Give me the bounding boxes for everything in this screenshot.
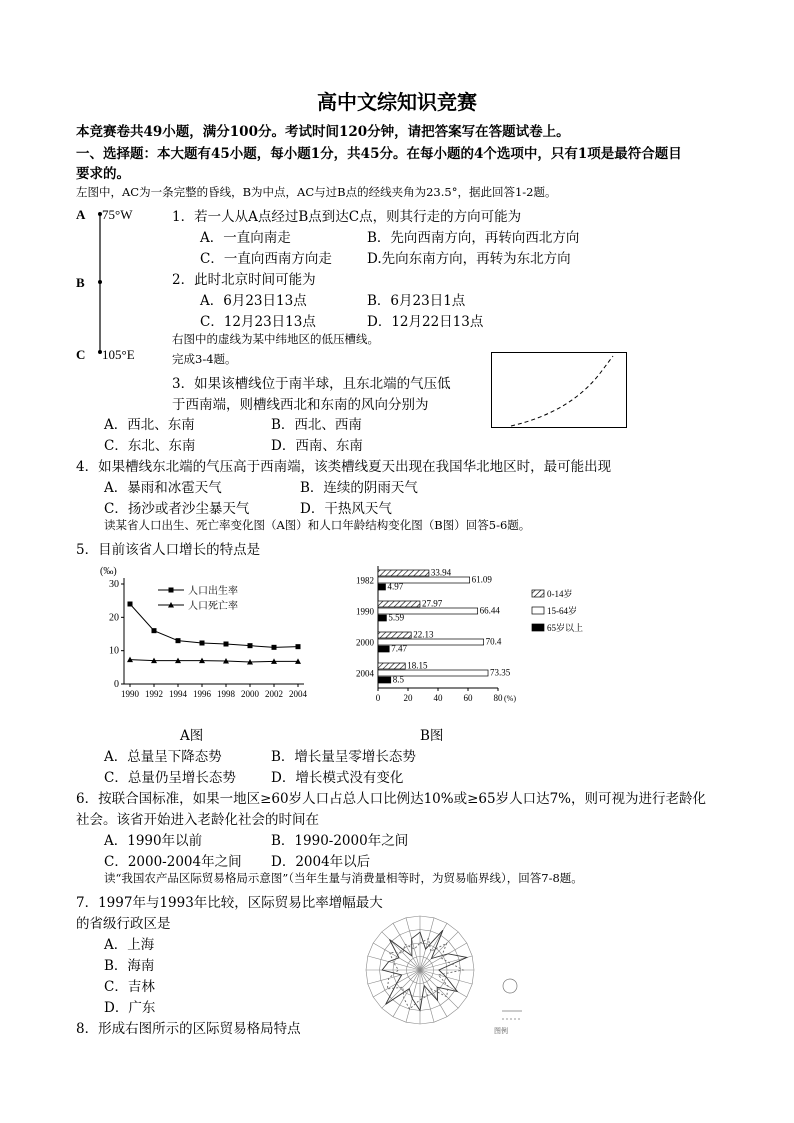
chart-b-data-label: 73.35 — [490, 667, 511, 678]
chart-b-data-label: 33.94 — [430, 567, 452, 578]
chart-a-caption: A图 — [180, 728, 204, 744]
chart-b-legend-swatch — [532, 590, 544, 597]
radar-legend-title: 图例 — [494, 1027, 508, 1035]
chart-b-bar-2 — [378, 646, 389, 652]
chart-b-x-tick-label: 0 — [375, 693, 381, 703]
material-4: 读“我国农产品区际贸易格局示意图”（当年生量与消费量相等时，为贸易临界线），回答7-8题。 — [104, 871, 583, 885]
chart-b-data-label: 66.44 — [479, 605, 500, 616]
q1-option-c: C．一直向西南方向走 — [200, 251, 332, 267]
chart-b-bar-0 — [378, 601, 420, 607]
chart-a-y-tick-label: 10 — [109, 645, 119, 657]
chart-a-legend-label: 人口出生率 — [188, 586, 238, 597]
q7-option-d: D．广东 — [104, 1000, 156, 1016]
q7-option-a: A．上海 — [104, 937, 155, 953]
q3-option-c: C．东北、东南 — [104, 438, 196, 454]
chart-b-x-unit: (%) — [504, 694, 516, 703]
chart-a-ylabel: (‰) — [100, 566, 117, 577]
chart-b-legend-label: 15-64岁 — [547, 606, 577, 616]
q6-option-d: D．2004年以后 — [271, 854, 371, 870]
longitude-bottom-label: 105°E — [102, 347, 135, 362]
q4-stem: 4．如果槽线东北端的气压高于西南端，该类槽线夏天出现在我国华北地区时，最可能出现 — [76, 459, 612, 475]
q3-stem-cont: 于西南端，则槽线西北和东南的风向分别为 — [172, 397, 429, 413]
trough-line-figure — [491, 352, 627, 428]
q6-stem: 6．按联合国标准，如果一地区≥60岁人口占总人口比例达10%或≥65岁人口达7%，则可视为进行老龄化 — [76, 791, 706, 807]
chart-a-point-birth — [152, 628, 157, 633]
chart-a-point-birth — [224, 642, 229, 647]
radar-spoke — [368, 956, 420, 970]
chart-a-x-tick-label: 2002 — [265, 689, 283, 699]
chart-b-data-label: 4.97 — [387, 581, 404, 592]
chart-a-x-tick-label: 1992 — [145, 689, 163, 699]
birth-death-rate-chart — [92, 562, 324, 722]
q6-option-c: C．2000-2004年之间 — [104, 854, 242, 870]
chart-b-category-label: 2004 — [356, 668, 374, 679]
q1-option-b: B．先向西南方向，再转向西北方向 — [367, 230, 580, 246]
q2-option-a: A．6月23日13点 — [200, 293, 307, 309]
q3-option-d: D．西南、东南 — [271, 438, 363, 454]
chart-a-x-tick-label: 1990 — [121, 689, 139, 699]
chart-a-point-birth — [176, 638, 181, 643]
q6-stem-cont: 社会。该省开始进入老龄化社会的时间在 — [76, 812, 319, 828]
chart-b-bar-2 — [378, 584, 385, 590]
material-1: 左图中，AC为一条完整的昏线，B为中点，AC与过B点的经线夹角为23.5°，据此回答1-2题。 — [76, 185, 557, 199]
q4-option-a: A．暴雨和冰雹天气 — [104, 480, 222, 496]
chart-b-data-label: 22.13 — [413, 629, 434, 640]
chart-b-bar-2 — [378, 615, 386, 621]
chart-a-x-tick-label: 2004 — [289, 689, 307, 699]
section-heading-cont: 要求的。 — [76, 166, 130, 182]
radar-spoke — [382, 932, 420, 970]
q7-stem: 7．1997年与1993年比较，区际贸易比率增幅最大 — [76, 895, 383, 911]
q2-option-b: B．6月23日1点 — [367, 293, 466, 309]
age-structure-chart — [348, 562, 584, 722]
chart-b-category-label: 2000 — [356, 637, 374, 648]
chart-a-point-birth — [272, 645, 277, 650]
radar-spoke — [368, 970, 420, 984]
section-heading: 一、选择题：本大题有45小题，每小题1分，共45分。在每小题的4个选项中，只有1项是最符合题目 — [76, 146, 682, 162]
radar-spoke — [420, 918, 434, 970]
q1-stem: 1．若一人从A点经过B点到达C点，则其行走的方向可能为 — [172, 209, 522, 225]
q2-stem: 2．此时北京时间可能为 — [172, 272, 316, 288]
material-2-cont: 完成3-4题。 — [172, 352, 237, 366]
q1-option-a: A．一直向南走 — [200, 230, 291, 246]
q3-option-a: A．西北、东南 — [104, 417, 195, 433]
point-c-label: C — [76, 347, 86, 362]
q6-option-b: B．1990-2000年之间 — [271, 833, 409, 849]
chart-b-x-tick-label: 40 — [433, 693, 443, 703]
chart-a-point-birth — [296, 644, 301, 649]
intro-text: 本竞赛卷共49小题，满分100分。考试时间120分钟，请把答案写在答题试卷上。 — [76, 124, 570, 140]
q2-option-d: D．12月22日13点 — [367, 314, 484, 330]
radar-legend — [494, 979, 522, 1035]
chart-b-legend-label: 0-14岁 — [547, 589, 573, 599]
radar-trade-polygon-0 — [382, 930, 467, 1010]
chart-a-y-tick-label: 30 — [109, 579, 119, 590]
q5-stem: 5．目前该省人口增长的特点是 — [76, 542, 261, 558]
chart-b-bar-2 — [378, 677, 391, 683]
chart-b-data-label: 61.09 — [471, 574, 492, 585]
terminator-figure — [72, 204, 152, 364]
trade-pattern-radar-diagram — [352, 912, 552, 1036]
q7-stem-cont: 的省级行政区是 — [76, 916, 171, 932]
chart-b-bar-0 — [378, 570, 429, 576]
page-title: 高中文综知识竞赛 — [317, 90, 477, 114]
chart-a-legend-label: 人口死亡率 — [188, 601, 238, 612]
chart-b-legend-swatch — [532, 607, 544, 614]
q5-option-a: A．总量呈下降态势 — [104, 749, 222, 765]
chart-b-caption: B图 — [420, 728, 444, 744]
chart-b-data-label: 70.4 — [485, 636, 502, 647]
chart-a-legend-marker — [169, 588, 174, 593]
chart-b-legend-label: 65岁以上 — [547, 623, 584, 633]
chart-b-data-label: 27.97 — [421, 598, 443, 609]
chart-b-bar-0 — [378, 663, 405, 669]
chart-b-category-label: 1990 — [356, 606, 374, 617]
longitude-top-label: 75°W — [102, 207, 133, 222]
q5-option-c: C．总量仍呈增长态势 — [104, 770, 236, 786]
q8-stem: 8．形成右图所示的区际贸易格局特点 — [76, 1021, 301, 1037]
chart-b-x-tick-label: 20 — [403, 693, 413, 703]
point-a-label: A — [76, 207, 86, 222]
material-3: 读某省人口出生、死亡率变化图（A图）和人口年龄结构变化图（B图）回答5-6题。 — [104, 518, 531, 532]
q4-option-c: C．扬沙或者沙尘暴天气 — [104, 501, 250, 517]
chart-a-x-tick-label: 2000 — [241, 689, 259, 699]
point-b-label: B — [76, 275, 85, 290]
chart-a-x-tick-label: 1996 — [193, 689, 211, 699]
radar-spoke — [420, 970, 458, 1008]
chart-a-y-tick-label: 20 — [109, 612, 119, 624]
chart-b-legend-swatch — [532, 624, 544, 631]
q5-option-d: D．增长模式没有变化 — [271, 770, 404, 786]
radar-spoke — [406, 970, 420, 1022]
q4-option-d: D．干热风天气 — [300, 501, 392, 517]
q5-option-b: B．增长量呈零增长态势 — [271, 749, 416, 765]
q4-option-b: B．连续的阴雨天气 — [300, 480, 418, 496]
chart-a-point-birth — [128, 602, 133, 607]
q2-option-c: C．12月23日13点 — [200, 314, 316, 330]
chart-b-x-tick-label: 60 — [463, 693, 473, 703]
chart-b-data-label: 18.15 — [407, 660, 428, 671]
chart-b-category-label: 1982 — [356, 575, 374, 586]
q6-option-a: A．1990年以前 — [104, 833, 203, 849]
chart-b-data-label: 8.5 — [392, 674, 404, 685]
q7-option-b: B．海南 — [104, 958, 155, 974]
chart-a-y-tick-label: 0 — [114, 679, 119, 690]
chart-a-x-tick-label: 1994 — [169, 689, 187, 699]
chart-a-x-tick-label: 1998 — [217, 689, 235, 699]
q7-option-c: C．吉林 — [104, 979, 155, 995]
q1-option-d: D.先向东南方向，再转为东北方向 — [367, 251, 571, 267]
chart-b-data-label: 5.59 — [388, 612, 405, 623]
chart-a-point-birth — [200, 641, 205, 646]
chart-b-data-label: 7.47 — [391, 643, 407, 654]
q3-option-b: B．西北、西南 — [271, 417, 362, 433]
chart-b-bar-0 — [378, 632, 411, 638]
radar-spoke — [406, 918, 420, 970]
material-2: 右图中的虚线为某中纬地区的低压槽线。 — [172, 332, 379, 346]
q3-stem: 3．如果该槽线位于南半球，且东北端的气压低 — [172, 376, 451, 392]
chart-b-x-tick-label: 80 — [493, 693, 503, 703]
chart-a-point-birth — [248, 643, 253, 648]
